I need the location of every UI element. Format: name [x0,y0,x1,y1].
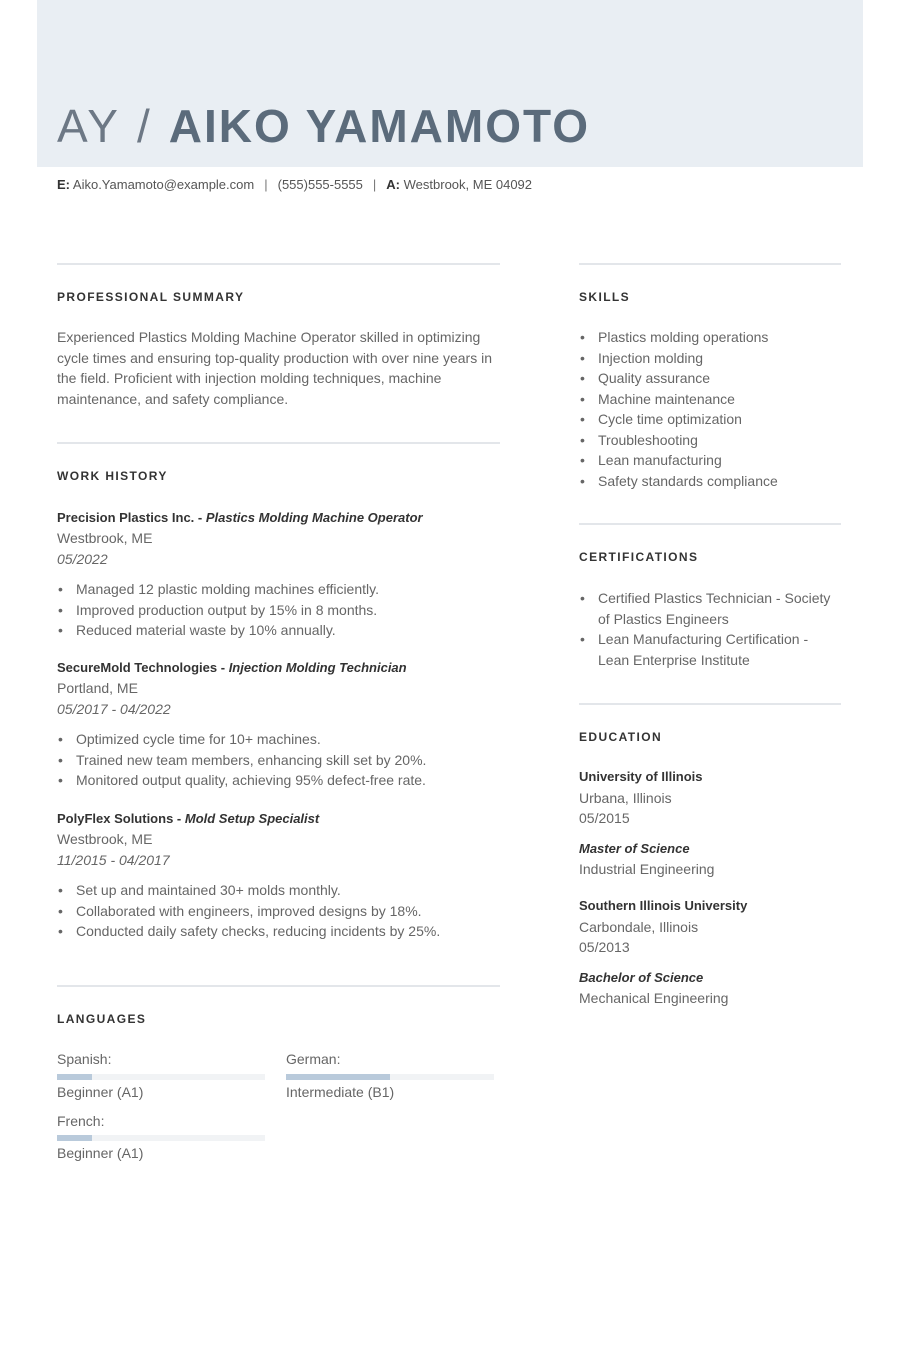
language-level: Beginner (A1) [57,1145,144,1161]
certifications-list [579,588,841,670]
job-role: Plastics Molding Machine Operator [205,510,423,525]
certification-item: • Lean Manufacturing Certification - Lean Enterprise Institute [579,629,841,670]
section-divider [579,263,841,265]
job-role: Mold Setup Specialist [184,811,320,826]
language-bar-fill [286,1074,390,1080]
contact-divider: | [264,177,268,192]
job-company: SecureMold Technologies [57,660,218,675]
address: Westbrook, ME 04092 [403,177,533,192]
job-bullets [57,880,502,942]
section-divider [579,523,841,525]
email-label: E: [57,177,70,192]
email-address[interactable]: Aiko.Yamamoto@example.com [72,177,255,192]
job-entry [57,658,502,791]
job-bullet: • Managed 12 plastic molding machines efficiently. [57,579,502,600]
education-location: Carbondale, Illinois [579,918,699,935]
address-label: A: [386,177,401,192]
job-bullet: • Set up and maintained 30+ molds monthly. [57,880,502,901]
job-heading [57,658,502,678]
skill-item: • Troubleshooting [579,430,841,451]
language-name: Spanish: [57,1051,112,1067]
job-heading-dash: - [194,510,206,525]
section-title-education: EDUCATION [579,730,663,744]
skill-item: • Safety standards compliance [579,471,841,492]
education-date: 05/2015 [579,810,630,826]
job-location: Westbrook, ME [57,530,153,546]
education-date: 05/2013 [579,939,630,955]
job-entry [57,809,502,942]
job-heading-dash: - [217,660,229,675]
job-company: PolyFlex Solutions [57,811,174,826]
name-separator: / [136,100,151,152]
summary-text: Experienced Plastics Molding Machine Operator skilled in optimizing cycle times and ensuring top-quality production with over nine years in the field. Proficient with injection molding techniques, machine maintenance, and safety compliance. [57,329,493,407]
section-title-certifications: CERTIFICATIONS [579,550,699,564]
job-bullet: • Monitored output quality, achieving 95% defect-free rate. [57,770,502,791]
language-bar-fill [57,1074,92,1080]
skill-item: • Quality assurance [579,368,841,389]
job-dates: 05/2022 [57,550,108,567]
name-initials: AY [57,100,121,152]
job-bullets [57,729,502,791]
education-school: University of Illinois [579,769,703,784]
phone-number[interactable]: (555)555-5555 [277,177,363,192]
job-bullet: • Collaborated with engineers, improved designs by 18%. [57,901,502,922]
language-level: Intermediate (B1) [286,1084,395,1100]
skills-list [579,327,841,491]
full-name: AIKO YAMAMOTO [168,100,591,152]
education-entry [579,767,841,880]
job-location: Portland, ME [57,680,138,696]
section-title-summary: PROFESSIONAL SUMMARY [57,290,245,304]
job-entry [57,508,502,641]
job-location: Westbrook, ME [57,831,153,847]
section-divider [57,985,500,987]
skill-item: • Cycle time optimization [579,409,841,430]
job-bullet: • Conducted daily safety checks, reducing incidents by 25%. [57,921,502,942]
skill-item: • Injection molding [579,348,841,369]
section-divider [57,263,500,265]
job-bullets [57,579,502,641]
name-heading [57,96,590,156]
education-field: Mechanical Engineering [579,990,729,1006]
education-field: Industrial Engineering [579,861,715,877]
job-heading [57,809,502,829]
job-company: Precision Plastics Inc. [57,510,195,525]
job-bullet: • Trained new team members, enhancing skill set by 20%. [57,750,502,771]
job-bullet: • Optimized cycle time for 10+ machines. [57,729,502,750]
education-school: Southern Illinois University [579,898,748,913]
language-bar [57,1135,265,1141]
language-name: French: [57,1113,105,1129]
job-dates: 05/2017 - 04/2022 [57,700,171,717]
language-bar-fill [57,1135,92,1141]
contact-divider: | [372,177,377,192]
job-heading-dash: - [173,811,185,826]
language-level: Beginner (A1) [57,1084,144,1100]
skill-item: • Plastics molding operations [579,327,841,348]
language-bar [286,1074,494,1080]
section-divider [579,703,841,705]
section-title-skills: SKILLS [579,290,631,304]
job-role: Injection Molding Technician [228,660,407,675]
job-dates: 11/2015 - 04/2017 [57,851,170,868]
skill-item: • Lean manufacturing [579,450,841,471]
certification-item: • Certified Plastics Technician - Society of Plastics Engineers [579,588,841,629]
section-title-languages: LANGUAGES [57,1012,147,1026]
section-divider [57,442,500,444]
skill-item: • Machine maintenance [579,389,841,410]
education-location: Urbana, Illinois [579,789,672,806]
contact-line [57,176,532,194]
language-bar [57,1074,265,1080]
section-title-work-history: WORK HISTORY [57,469,168,483]
job-heading [57,508,502,528]
job-bullet: • Improved production output by 15% in 8 months. [57,600,502,621]
education-degree: Master of Science [579,840,690,856]
language-name: German: [286,1051,341,1067]
education-degree: Bachelor of Science [579,969,704,985]
job-bullet: • Reduced material waste by 10% annually. [57,620,502,641]
education-entry [579,896,841,1009]
